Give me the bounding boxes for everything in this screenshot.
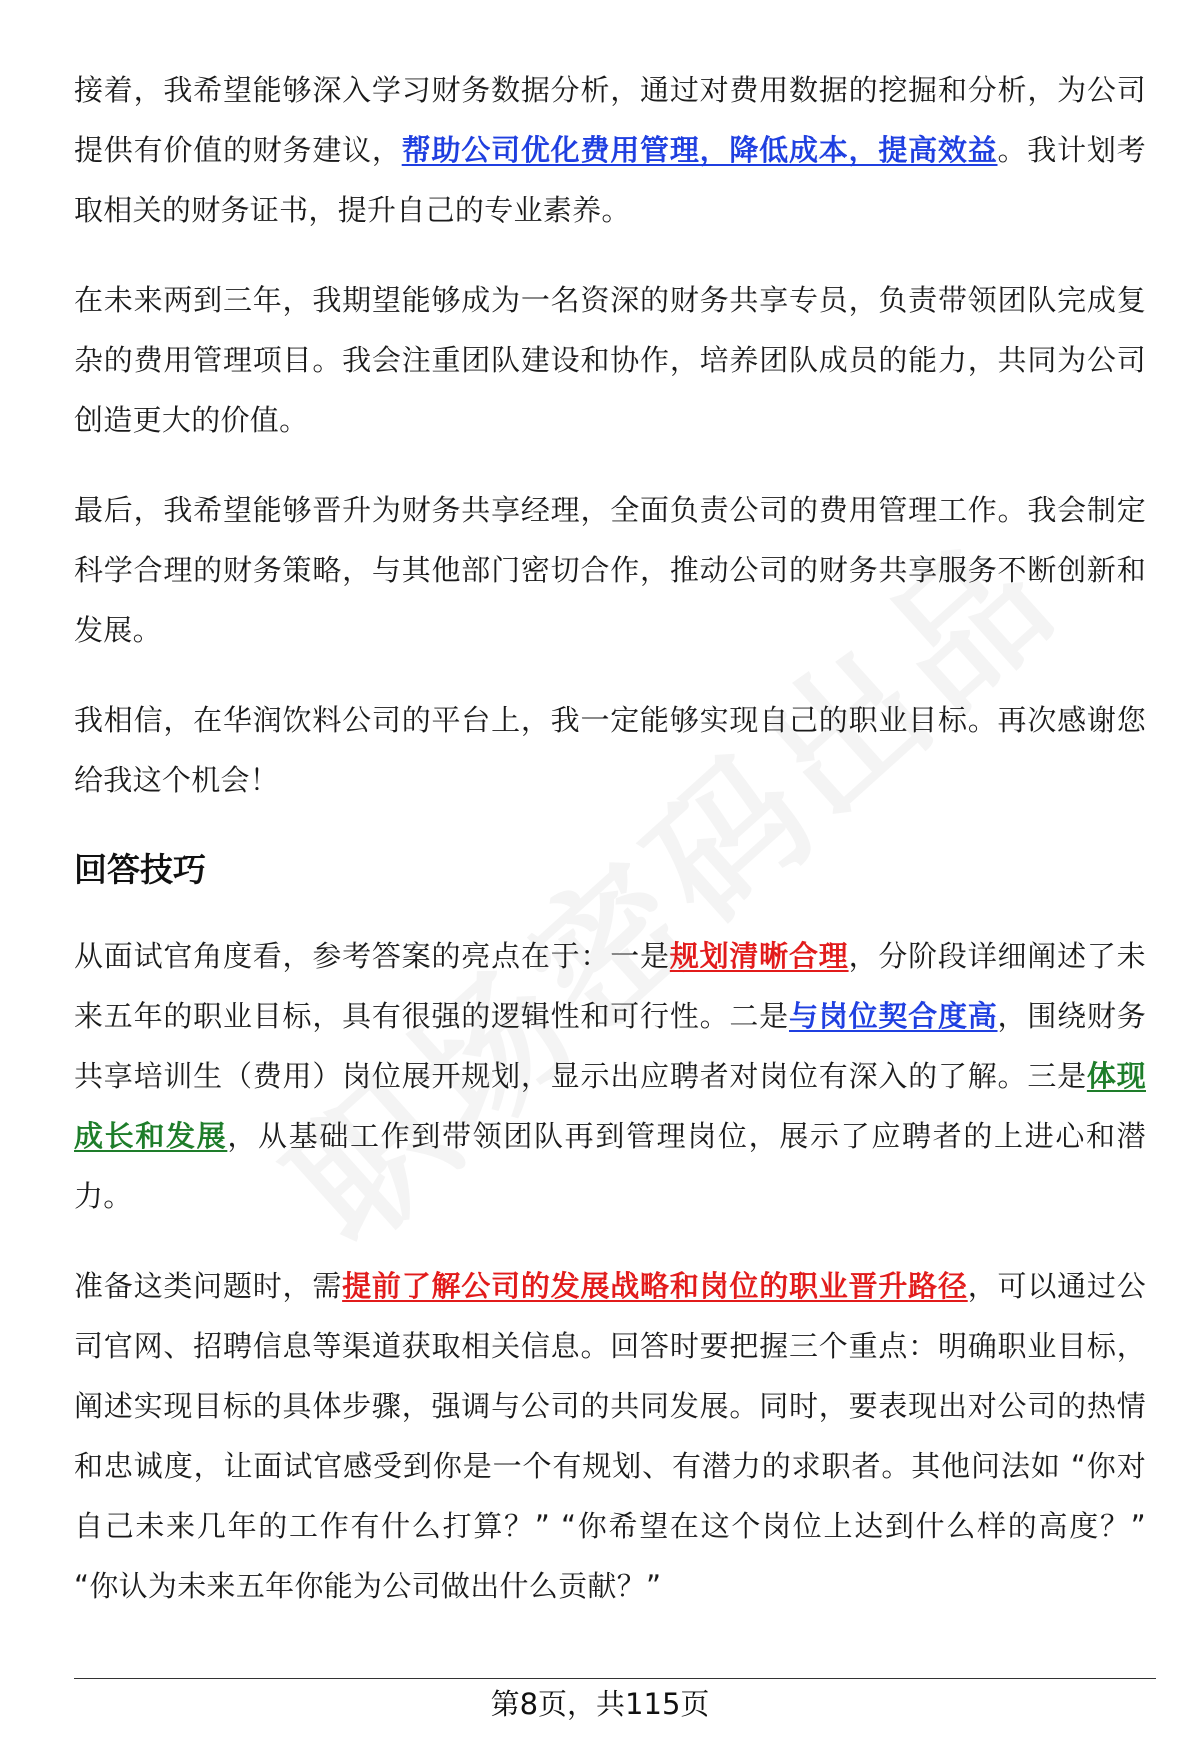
tips-1-text-d: ，从基础工作到带领团队再到管理岗位，展示了应聘者的上进心和潜力。: [74, 1119, 1146, 1213]
paragraph-1-text-b: 。我计划考取相关的财务证书，提升自己的专业素养。: [74, 133, 1146, 227]
tips-2-highlight: 提前了解公司的发展战略和岗位的职业晋升路径: [342, 1269, 968, 1303]
tips-paragraph-2: [74, 1256, 1146, 1616]
paragraph-4: 我相信，在华润饮料公司的平台上，我一定能够实现自己的职业目标。再次感谢您给我这个机会！: [74, 703, 1146, 797]
paragraph-3: 最后，我希望能够晋升为财务共享经理，全面负责公司的费用管理工作。我会制定科学合理的财务策略，与其他部门密切合作，推动公司的财务共享服务不断创新和发展。: [74, 493, 1146, 647]
tips-1-text-c: ，围绕财务共享培训生（费用）岗位展开规划，显示出应聘者对岗位有深入的了解。三是: [74, 999, 1146, 1093]
paragraph-1: [74, 60, 1146, 240]
tips-1-text-b: ，分阶段详细阐述了未来五年的职业目标，具有很强的逻辑性和可行性。二是: [74, 939, 1146, 1033]
page-number: 第8页，共115页: [490, 1687, 710, 1721]
paragraph-1-text-a: 接着，我希望能够深入学习财务数据分析，通过对费用数据的挖掘和分析，为公司提供有价值的财务建议，: [74, 73, 1146, 167]
paragraph-2: 在未来两到三年，我期望能够成为一名资深的财务共享专员，负责带领团队完成复杂的费用管理项目。我会注重团队建设和协作，培养团队成员的能力，共同为公司创造更大的价值。: [74, 283, 1146, 437]
tips-paragraph-1: [74, 926, 1146, 1226]
document-body: [74, 60, 1146, 1646]
tips-1-highlight-1: 规划清晰合理: [669, 939, 849, 973]
tips-1-text-a: 从面试官角度看，参考答案的亮点在于：一是: [74, 939, 670, 973]
tips-1-highlight-2: 与岗位契合度高: [788, 999, 998, 1033]
paragraph-1-highlight: 帮助公司优化费用管理，降低成本，提高效益: [401, 133, 998, 167]
tips-1-highlight-3: 体现成长和发展: [74, 1059, 1146, 1153]
footer-divider: [74, 1678, 1156, 1679]
tips-2-text-b: ，可以通过公司官网、招聘信息等渠道获取相关信息。回答时要把握三个重点：明确职业目标，阐述实现目标的具体步骤，强调与公司的共同发展。同时，要表现出对公司的热情和忠诚度，让面试官感受到你是一个有规划、有潜力的求职者。其他问法如 “你对自己未来几年的工作有什么打算？” “你希望在这个岗位上达到什么样的高度？” “你认为未来五年你能为公司做出什么贡献？”: [74, 1269, 1146, 1603]
tips-2-text-a: 准备这类问题时，需: [74, 1269, 343, 1303]
section-title: 回答技巧: [74, 850, 206, 889]
